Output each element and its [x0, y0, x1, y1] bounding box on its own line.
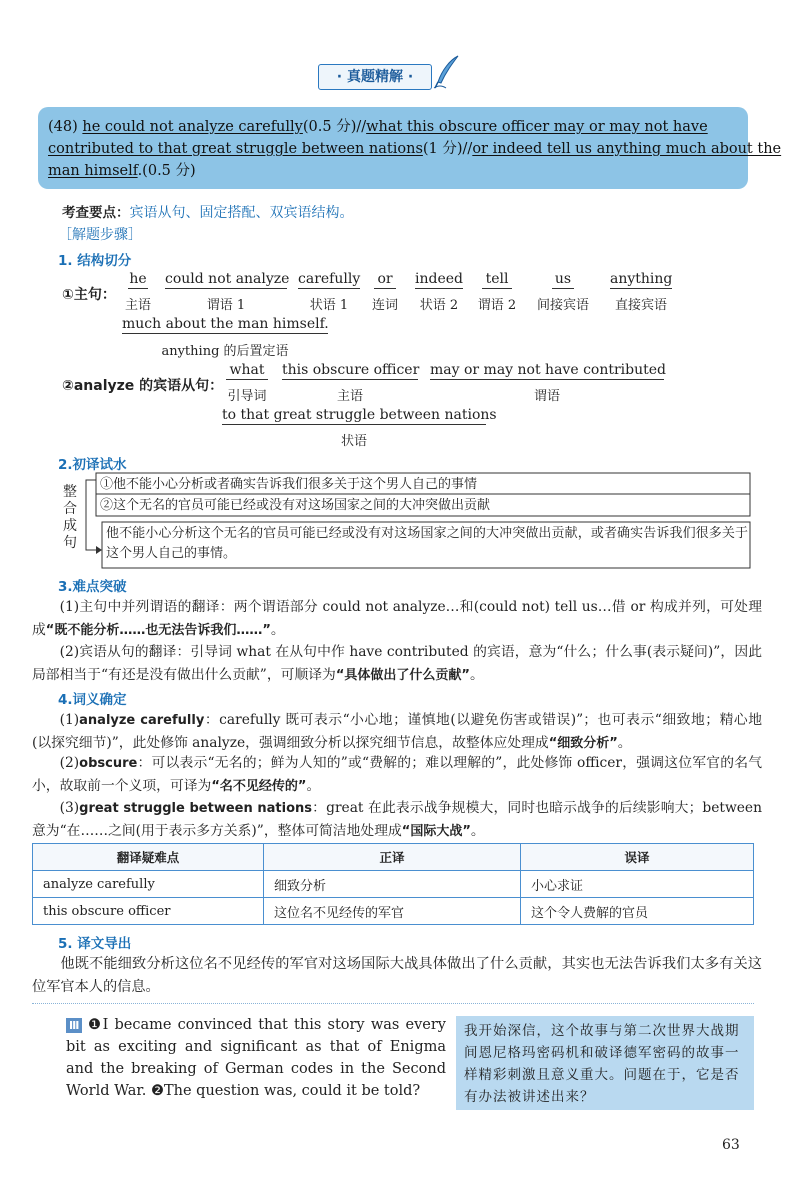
section-title-difficulty: 3.难点突破 [58, 579, 127, 595]
obj-word: this obscure officer [282, 362, 420, 378]
word-meaning-para-3: (3)great struggle between nations：great 在此表示战争规模大，同时也暗示战争的后续影响大；between 意为“在……之间(用于表示多方关系)”，整体可简洁地处理成“国际大战”。 [32, 800, 762, 839]
section-title-structure: 1. 结构切分 [58, 253, 132, 269]
table-header-row [33, 844, 754, 871]
main-word: carefully [298, 271, 361, 287]
word-meaning-para-2: (2)obscure：可以表示“无名的；鲜为人知的”或“费解的；难以理解的”，此处修饰 officer，强调这位军官的名气小，故取前一个义项，可译为“名不见经传的”。 [32, 755, 762, 794]
main-role: 谓语 1 [206, 298, 246, 313]
paragraph-marker: Ⅲ [66, 1018, 82, 1033]
quill-pen-icon [432, 54, 462, 90]
main-word: anything [610, 271, 673, 287]
obj-word: what [226, 362, 268, 380]
translation-table [32, 843, 754, 925]
exam-points: 考查要点：宾语从句、固定搭配、双宾语结构。 [62, 205, 354, 221]
table-header: 正译 [264, 844, 521, 871]
table-row [33, 898, 754, 925]
table-header: 翻译疑难点 [33, 844, 264, 871]
dotted-divider [32, 1003, 754, 1004]
question-line-1: (48) he could not analyze carefully(0.5 分)//what this obscure officer may or may not have [48, 119, 708, 135]
main-role: 主语 [124, 298, 151, 313]
word-meaning-para-1: (1)analyze carefully：carefully 既可表示“小心地；谨慎地(以避免伤害或错误)”；也可表示“细致地；精心地(以探究细节)”，此处修饰 analyze，强调细致分析以探究细节信息，故整体应处理成“细致分析”。 [32, 712, 762, 751]
obj-role: 谓语 [533, 389, 560, 404]
steps-label: ［解题步骤］ [58, 227, 142, 243]
table-cell: 细致分析 [264, 871, 521, 898]
section-title-first-try: 2.初译试水 [58, 457, 127, 473]
table-cell: 小心求证 [521, 871, 754, 898]
obj-role: 引导词 [227, 389, 267, 404]
question-line-3: man himself.(0.5 分) [48, 163, 196, 179]
table-cell: 这个令人费解的官员 [521, 898, 754, 925]
object-clause-label: ②analyze 的宾语从句： [62, 378, 224, 394]
main-tail-role: anything 的后置定语 [161, 344, 289, 359]
main-clause-label: ①主句： [62, 287, 116, 303]
main-word: could not analyze [165, 271, 290, 287]
main-role: 间接宾语 [536, 298, 589, 313]
main-word: us [552, 271, 574, 289]
main-word: or [374, 271, 396, 289]
main-role: 状语 2 [419, 298, 459, 313]
obj-word: may or may not have contributed [430, 362, 666, 378]
obj-role: 主语 [336, 389, 363, 404]
section-title-final-translation: 5. 译文导出 [58, 936, 132, 952]
table-row [33, 871, 754, 898]
main-word: indeed [415, 271, 463, 287]
obj-tail-role: 状语 [340, 434, 367, 449]
difficulty-para-1: (1)主句中并列谓语的翻译：两个谓语部分 could not analyze…和(could not) tell us…借 or 构成并列，可处理成“既不能分析……也无法告诉我们……”。 [32, 599, 762, 638]
final-translation: 他既不能细致分析这位名不见经传的军官对这场国际大战具体做出了什么贡献，其实也无法告诉我们太多有关这位军官本人的信息。 [32, 956, 762, 995]
first-translation-2: ②这个无名的官员可能已经或没有对这场国家之间的大冲突做出贡献 [100, 498, 491, 513]
first-translation-1: ①他不能小心分析或者确实告诉我们很多关于这个男人自己的事情 [100, 477, 478, 492]
passage-translation-box: 我开始深信，这个故事与第二次世界大战期间恩尼格玛密码机和破译德军密码的故事一样精彩刺激且意义重大。问题在于，它是否有办法被讲述出来？ [456, 1016, 754, 1110]
question-line-2: contributed to that great struggle between nations(1 分)//or indeed tell us anything much about the [48, 141, 782, 157]
main-word: tell [482, 271, 512, 289]
page-number: 63 [722, 1137, 740, 1153]
difficulty-para-2: (2)宾语从句的翻译：引导词 what 在从句中作 have contributed 的宾语，意为“什么；什么事(表示疑问)”，因此局部相当于“有还是没有做出什么贡献”，可顺译为“具体做出了什么贡献”。 [32, 644, 762, 683]
merge-side-label: 整 合 成 句 [63, 484, 77, 551]
merged-translation: 他不能小心分析这个无名的官员可能已经或没有对这场国家之间的大冲突做出贡献，或者确实告诉我们很多关于这个男人自己的事情。 [106, 526, 748, 561]
main-tail-word: much about the man himself. [122, 316, 329, 332]
table-cell: 这位名不见经传的军官 [264, 898, 521, 925]
table-cell: this obscure officer [33, 898, 264, 925]
section-title-word-meaning: 4.词义确定 [58, 692, 127, 708]
main-role: 直接宾语 [614, 298, 667, 313]
section-badge: · 真题精解 · [318, 64, 432, 90]
obj-tail-word: to that great struggle between nations [222, 407, 497, 423]
main-role: 状语 1 [309, 298, 349, 313]
main-role: 连词 [371, 298, 398, 313]
main-role: 谓语 2 [477, 298, 517, 313]
table-header: 误译 [521, 844, 754, 871]
table-cell: analyze carefully [33, 871, 264, 898]
passage-english: Ⅲ ❶I became convinced that this story was every bit as exciting and significant as that of Enigma and the breaking of German codes in the Second World War. ❷The question was, could it be told? [66, 1017, 446, 1099]
main-word: he [129, 271, 147, 287]
